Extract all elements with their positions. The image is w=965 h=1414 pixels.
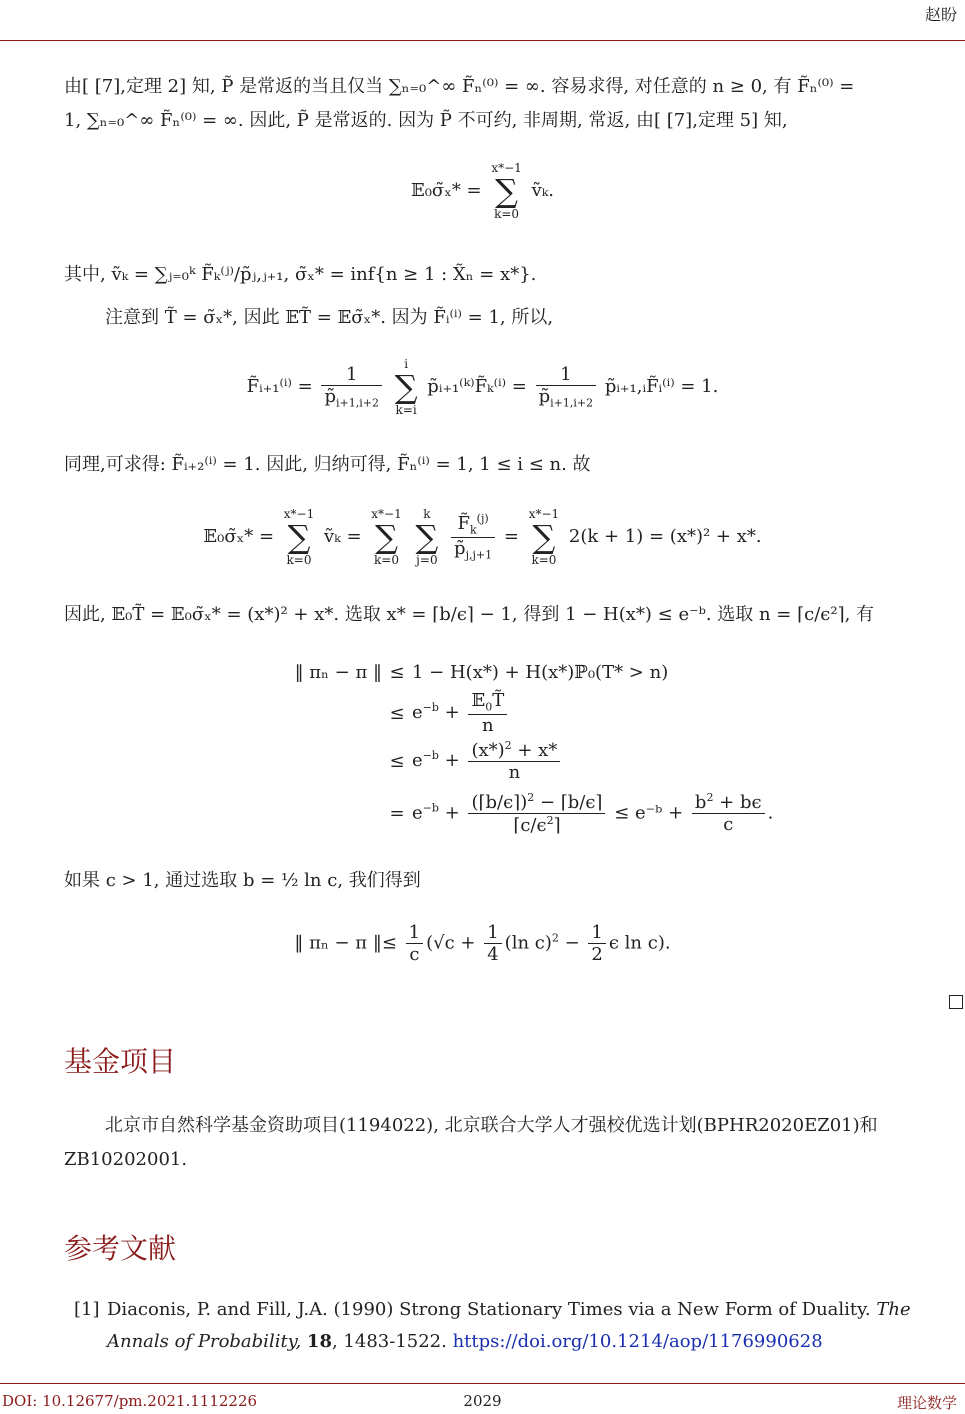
align-row-2: $e^{-b}$ + $\frac{𝔼_0T̃}{n}$ — [412, 690, 510, 736]
reference-line1: Diaconis, P. and Fill, J.A. (1990) Strong Stationary Times via a New Form of Duality. — [107, 1299, 871, 1320]
paragraph-4: 同理,可求得: F̃ᵢ₊₂⁽ⁱ⁾ = 1. 因此, 归纳可得, F̃ₙ⁽ⁱ⁾ = 1, 1 ≤ i ≤ n. 故 — [64, 454, 591, 475]
eq2-lhs: F̃ᵢ₊₁⁽ⁱ⁾ = — [246, 376, 313, 397]
paragraph-6: 如果 c > 1, 通过选取 b = ½ ln c, 我们得到 — [64, 870, 421, 891]
qed-box — [949, 995, 963, 1009]
reference-doi-link[interactable]: https://doi.org/10.1214/aop/1176990628 — [452, 1331, 823, 1352]
eq2-frac-2: $\frac{1}{p̃_{i+1,i+2}}$ — [536, 364, 597, 410]
paragraph-3: 注意到 T̃ = σ̃ₓ*, 因此 𝔼T̃ = 𝔼σ̃ₓ*. 因为 F̃ᵢ⁽ⁱ⁾ = 1, 所以, — [105, 307, 554, 328]
eq3-sum-1: x*−1 ∑ k=0 — [283, 507, 315, 567]
paragraph-1-line-1: 由[ [7],定理 2] 知, P̃ 是常返的当且仅当 ∑ₙ₌₀^∞ F̃ₙ⁽⁰⁾ = ∞. 容易求得, 对任意的 n ≥ 0, 有 F̃ₙ⁽⁰⁾ = — [64, 76, 855, 97]
eq2-mid: p̃ᵢ₊₁⁽ᵏ⁾F̃ₖ⁽ⁱ⁾ = — [427, 376, 527, 397]
reference-journal-start: The — [876, 1299, 911, 1320]
align-row-3: $e^{-b}$ + $\frac{(x*)^2 + x*}{n}$ — [412, 739, 563, 783]
reference-volume: 18 — [306, 1331, 332, 1352]
eq1-sum: x*−1 ∑ k=0 — [491, 161, 522, 221]
eq3-mid: ṽₖ = — [323, 526, 362, 547]
inequality-block: ‖ πₙ − π ‖ ≤ 1 − H(x*) + H(x*)ℙ₀(T* > n) ≤ $e^{-b}$ + $\frac{𝔼_0T̃}{n}$ ≤ $e^{-b}$ + $\frac{(x*)^2 + x*}{n}$ = $e^{-b}$ + $\frac{(⌈b/\epsilon⌉)^2 - ⌈b/\epsilon⌉}{⌈c/\epsilon^2⌉}$ ≤ e⁻ᵇ + $\frac{b^2 + b\epsilon}{c}$ . — [282, 655, 773, 841]
header-author: 赵盼 — [924, 5, 957, 24]
eq3-sum-4: x*−1 ∑ k=0 — [528, 507, 560, 567]
eq1-rhs: ṽₖ. — [531, 180, 555, 201]
reference-number: [1] — [74, 1299, 100, 1320]
footer-page-number: 2029 — [463, 1392, 502, 1410]
footer-rule — [0, 1383, 965, 1384]
eq2-rhs: p̃ᵢ₊₁,ᵢF̃ᵢ⁽ⁱ⁾ = 1. — [604, 376, 719, 397]
reference-pages: , 1483-1522. — [331, 1331, 447, 1352]
align-lhs: ‖ πₙ − π ‖ — [294, 661, 382, 683]
final-lhs: ‖ πₙ − π ‖≤ — [294, 932, 397, 954]
funding-text-1: 北京市自然科学基金资助项目(1194022), 北京联合大学人才强校优选计划(BPHR2020EZ01)和 — [105, 1115, 878, 1136]
eq3-sum-3: k ∑ j=0 — [415, 507, 439, 567]
align-row-1: 1 − H(x*) + H(x*)ℙ₀(T* > n) — [412, 661, 669, 683]
equation-3: 𝔼₀σ̃ₓ* = x*−1 ∑ k=0 ṽₖ = x*−1 ∑ k=0 k ∑ j=0 $\frac{F̃_k^{(j)}}{p̃_{j,j+1}}$ = x*−1 ∑ k=0 2(k + 1) = (x*)² + x*. — [203, 507, 762, 567]
equation-1 — [0, 162, 965, 220]
paragraph-1-line-2: 1, ∑ₙ₌₀^∞ F̃ₙ⁽⁰⁾ = ∞. 因此, P̃ 是常返的. 因为 P̃ 不可约, 非周期, 常返, 由[ [7],定理 5] 知, — [64, 110, 788, 131]
references-title: 参考文献 — [64, 1232, 177, 1265]
eq3-lhs: 𝔼₀σ̃ₓ* = — [203, 526, 275, 547]
eq3-frac: $\frac{F̃_k^{(j)}}{p̃_{j,j+1}}$ — [451, 512, 495, 561]
footer-doi-link[interactable]: DOI: 10.12677/pm.2021.1112226 — [2, 1392, 258, 1410]
footer-journal-name: 理论数学 — [896, 1394, 957, 1412]
reference-journal: Annals of Probability, — [107, 1331, 302, 1352]
funding-title: 基金项目 — [64, 1045, 177, 1078]
paragraph-5: 因此, 𝔼₀T̃ = 𝔼₀σ̃ₓ* = (x*)² + x*. 选取 x* = ⌈b/ϵ⌉ − 1, 得到 1 − H(x*) ≤ e⁻ᵇ. 选取 n = ⌈c/ϵ²⌉, 有 — [64, 604, 875, 625]
paragraph-2: 其中, ṽₖ = ∑ⱼ₌₀ᵏ F̃ₖ⁽ʲ⁾/p̃ⱼ,ⱼ₊₁, σ̃ₓ* = inf{n ≥ 1 : X̃ₙ = x*}. — [64, 264, 537, 285]
eq2-frac-1: $\frac{1}{p̃_{i+1,i+2}}$ — [321, 364, 382, 410]
equation-final: ‖ πₙ − π ‖≤ $\frac{1}{c}$ (√c + $\frac{1}{4}$ (ln c)$^2$ − $\frac{1}{2}$ ϵ ln c). — [294, 922, 671, 965]
align-row-4: $e^{-b}$ + $\frac{(⌈b/\epsilon⌉)^2 - ⌈b/\epsilon⌉}{⌈c/\epsilon^2⌉}$ ≤ e⁻ᵇ + $\frac{b^2 + b\epsilon}{c}$ . — [412, 790, 774, 836]
funding-text-2: ZB10202001. — [64, 1149, 188, 1170]
header-rule — [0, 40, 965, 41]
eq3-sum-2: x*−1 ∑ k=0 — [371, 507, 402, 567]
eq2-sum: i ∑ k=i — [394, 357, 418, 417]
eq1-lhs: 𝔼₀σ̃ₓ* = — [410, 180, 482, 201]
equation-2 — [0, 358, 965, 416]
eq3-rhs: 2(k + 1) = (x*)² + x*. — [568, 526, 762, 547]
